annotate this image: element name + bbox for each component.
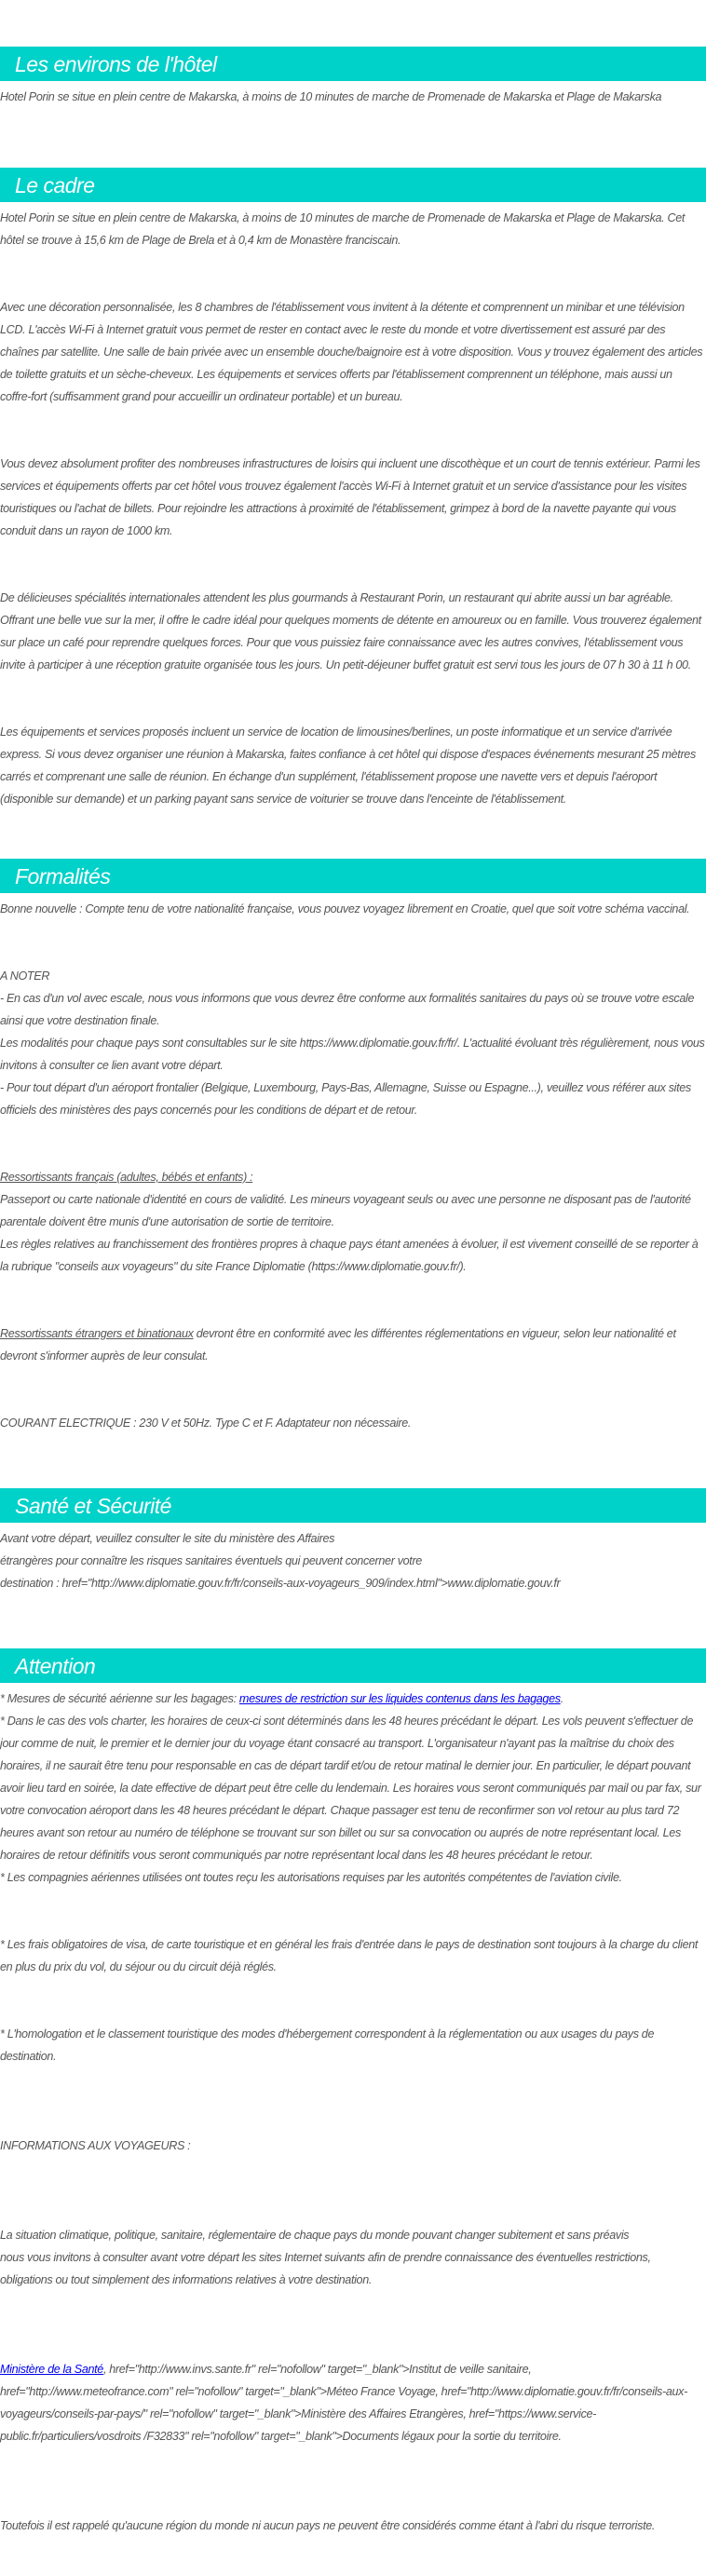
bagages-suffix: . bbox=[560, 1692, 563, 1705]
section-title: Attention bbox=[15, 1653, 96, 1678]
fees-notice: * Les frais obligatoires de visa, de carte touristique et en général les frais d'entrée dans le pays de destination sont toujours à la charge du client en plus du prix du vol, du séjour ou du circuit déjà réglés. bbox=[0, 1938, 699, 1973]
useful-links bbox=[0, 2358, 706, 2447]
cadre-paragraph: De délicieuses spécialités internationales attendent les plus gourmands à Restaurant Porin, un restaurant qui abrite aussi un bar agréable. Offrant une belle vue sur la mer, il offre le cadre idéal pour quelques moments de détente en amoureux ou en famille. Vous trouverez également sur place un café pour reprendre quelques forces. Pour que vous puissiez faire connaissance avec les autres convives, l'établissement vous invite à participer à une réception gratuite organisée tous les jours. Un petit-déjeuner buffet gratuit est servi tous les jours de 07 h 30 à 11 h 00. bbox=[0, 591, 701, 671]
section-formalites bbox=[0, 859, 706, 1434]
situation-text: La situation climatique, politique, sanitaire, réglementaire de chaque pays du monde pouvant changer subitement et sans préavis bbox=[0, 2229, 630, 2242]
note-item: - En cas d'un vol avec escale, nous vous informons que vous devrez être conforme aux formalités sanitaires du pays où se trouve votre escale ainsi que votre destination finale. bbox=[0, 992, 695, 1027]
cadre-paragraph: Avec une décoration personnalisée, les 8 chambres de l'établissement vous invitent à la détente et comprennent un minibar et une télévision LCD. L'accès Wi-Fi à Internet gratuit vous permet de rester en contact avec le reste du monde et votre divertissement est assuré par des chaînes par satellite. Une salle de bain privée avec un ensemble douche/baignoire est à votre disposition. Vous y trouvez également des articles de toilette gratuits et un sèche-cheveux. Les équipements et services offerts par l'établissement comprennent un téléphone, mais aussi un coffre-fort (suffisamment grand pour accueillir un ordinateur portable) et un bureau. bbox=[0, 301, 703, 403]
cadre-paragraph: Les équipements et services proposés incluent un service de location de limousines/berlines, un poste informatique et un service d'arrivée express. Si vous devez organiser une réunion à Makarska, faites confiance à cet hôtel qui dispose d'espaces événements mesurant 25 mètres carrés et comprenant une salle de réunion. En échange d'un supplément, l'établissement propose une navette vers et depuis l'aéroport (disponible sur demande) et un parking payant sans service de voiturier se trouve dans l'enceinte de l'établissement. bbox=[0, 725, 696, 806]
charter-notice: * Dans le cas des vols charter, les horaires de ceux-ci sont déterminés dans les 48 heures précédant le départ. Les vols peuvent s'effectuer de jour comme de nuit, le premier et le dernier jour du voyage étant consacré au transport. L'organisateur n'ayant pas la maîtrise du choix des horaires, il ne saurait être tenu pour responsable en cas de départ tardif et/ou de retour matinal le dernier jour. En particulier, le départ pouvant avoir lieu tard en soirée, la date effective de départ peut être celle du lendemain. Les horaires vous seront communiqués par mail ou par fax, sur votre convocation aéroport dans les 48 heures précédant le départ. Chaque passager est tenu de reconfirmer son vol retour au plus tard 72 heures avant son retour au numéro de téléphone se trouvant sur son billet ou sur sa convocation ou auprés de notre représentant local. Les horaires de retour définitifs vous seront communiqués par notre représentant local dans les 48 heures précédant le retour. bbox=[0, 1715, 701, 1862]
section-header-attention bbox=[0, 1648, 706, 1683]
section-sante bbox=[0, 1488, 706, 1594]
section-title: Les environs de l'hôtel bbox=[15, 51, 217, 76]
airlines-notice: * Les compagnies aériennes utilisées ont toutes reçu les autorisations requises par les autorités compétentes de l'aviation civile. bbox=[0, 1871, 622, 1884]
terrorism-notice: Toutefois il est rappelé qu'aucune région du monde ni aucun pays ne peuvent être considérés comme étant à l'abri du risque terroriste. bbox=[0, 2519, 656, 2532]
french-nationals-label: Ressortissants français (adultes, bébés et enfants) : bbox=[0, 1171, 253, 1184]
travelers-info-label: INFORMATIONS AUX VOYAGEURS : bbox=[0, 2139, 191, 2152]
bagages-prefix: * Mesures de sécurité aérienne sur les bagages: bbox=[0, 1692, 239, 1705]
foreign-nationals-text bbox=[0, 1322, 706, 1367]
section-header-environs bbox=[0, 47, 706, 81]
formalites-intro: Bonne nouvelle : Compte tenu de votre nationalité française, vous pouvez voyagez librement en Croatie, quel que soit votre schéma vaccinal. bbox=[0, 902, 690, 915]
foreign-nationals-label: Ressortissants étrangers et binationaux bbox=[0, 1327, 194, 1340]
note-item: Les modalités pour chaque pays sont consultables sur le site https://www.diplomatie.gouv.fr/fr/. L'actualité évoluant très régulièrement, nous vous invitons à consulter ce lien avant votre départ. bbox=[0, 1037, 705, 1072]
sante-line: destination : href="http://www.diplomatie.gouv.fr/fr/conseils-aux-voyageurs_909/index.html">www.diplomatie.gouv.fr bbox=[0, 1577, 561, 1590]
french-nationals-text: Passeport ou carte nationale d'identité en cours de validité. Les mineurs voyageant seuls ou avec une personne ne disposant pas de l'autorité parentale doivent être munis d'une autorisation de sortie de territoire. bbox=[0, 1193, 691, 1228]
liquid-restrictions-link[interactable]: mesures de restriction sur les liquides contenus dans les bagages bbox=[238, 1692, 561, 1705]
section-cadre bbox=[0, 168, 706, 810]
section-header-sante bbox=[0, 1488, 706, 1523]
situation-text: nous vous invitons à consulter avant votre départ les sites Internet suivants afin de prendre connaissance des éventuelles restrictions, obligations ou tout simplement des informations relatives à votre destination. bbox=[0, 2251, 651, 2286]
section-environs bbox=[0, 47, 706, 108]
foreign-nationals-body: devront être en conformité avec les différentes réglementations en vigueur, selon leur nationalité et devront s'informer auprès de leur consulat. bbox=[0, 1327, 676, 1363]
note-item: - Pour tout départ d'un aéroport frontalier (Belgique, Luxembourg, Pays-Bas, Allemagne, Suisse ou Espagne...), veuillez vous référer aux sites officiels des ministères des pays concernés pour les conditions de départ et de retour. bbox=[0, 1081, 691, 1117]
useful-links-text: , href="http://www.invs.sante.fr" rel="nofollow" target="_blank">Institut de veille sanitaire, href="http://www.meteofrance.com" rel="nofollow" target="_blank">Méteo France Voyage, href="http://www.diplomatie.gouv.fr/fr/conseils-aux-voyageurs/conseils-par-pays/" rel="nofollow" target="_blank">Ministère des Affaires Etrangères, href="https://www.service-public.fr/particuliers/vosdroits /F32833" rel="nofollow" target="_blank">Documents légaux pour la sortie du territoire. bbox=[0, 2363, 687, 2443]
section-attention bbox=[0, 1648, 706, 2537]
section-header-formalites bbox=[0, 859, 706, 893]
cadre-paragraph: Hotel Porin se situe en plein centre de Makarska, à moins de 10 minutes de marche de Promenade de Makarska et Plage de Makarska. Cet hôtel se trouve à 15,6 km de Plage de Brela et à 0,4 km de Monastère franciscain. bbox=[0, 211, 686, 247]
section-title: Formalités bbox=[15, 863, 111, 888]
section-header-cadre bbox=[0, 168, 706, 202]
french-nationals-text: Les règles relatives au franchissement des frontières propres à chaque pays étant amenées à évoluer, il est vivement conseillé de se reporter à la rubrique "conseils aux voyageurs" du site France Diplomatie (https://www.diplomatie.gouv.fr/). bbox=[0, 1238, 699, 1273]
ministere-sante-link[interactable]: Ministère de la Santé bbox=[0, 2363, 103, 2376]
section-title: Le cadre bbox=[15, 172, 95, 197]
bagages-notice bbox=[0, 1688, 706, 1710]
cadre-paragraph: Vous devez absolument profiter des nombreuses infrastructures de loisirs qui incluent une discothèque et un court de tennis extérieur. Parmi les services et équipements offerts par cet hôtel vous trouvez également l'accès Wi-Fi à Internet gratuit et un service d'assistance pour les visites touristiques ou l'achat de billets. Pour rejoindre les attractions à proximité de l'établissement, grimpez à bord de la navette payante qui vous conduit dans un rayon de 1000 km. bbox=[0, 457, 700, 537]
environs-text: Hotel Porin se situe en plein centre de Makarska, à moins de 10 minutes de marche de Promenade de Makarska et Plage de Makarska bbox=[0, 90, 662, 103]
electric-current: COURANT ELECTRIQUE : 230 V et 50Hz. Type C et F. Adaptateur non nécessaire. bbox=[0, 1417, 412, 1430]
sante-line: Avant votre départ, veuillez consulter le site du ministère des Affaires bbox=[0, 1532, 335, 1545]
sante-line: étrangères pour connaître les risques sanitaires éventuels qui peuvent concerner votre bbox=[0, 1554, 422, 1567]
homologation-notice: * L'homologation et le classement touristique des modes d'hébergement correspondent à la réglementation ou aux usages du pays de destination. bbox=[0, 2027, 655, 2063]
section-title: Santé et Sécurité bbox=[15, 1493, 171, 1518]
note-label: A NOTER bbox=[0, 969, 50, 983]
